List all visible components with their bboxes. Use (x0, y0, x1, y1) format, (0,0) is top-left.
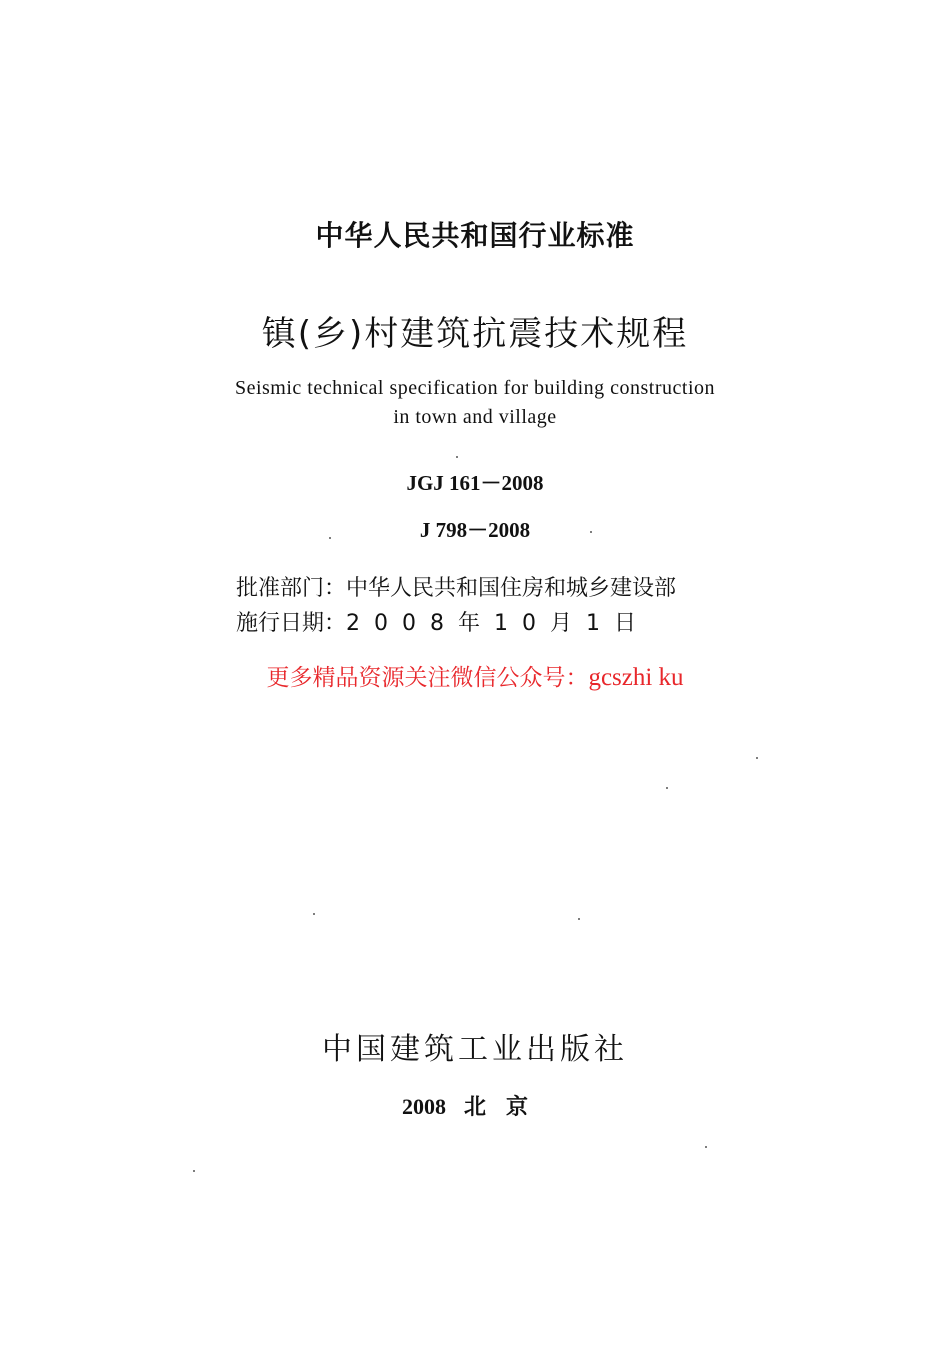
document-title-english-line2: in town and village (393, 406, 557, 428)
scan-speck (456, 456, 458, 458)
scan-speck (329, 537, 331, 539)
scan-speck (666, 787, 668, 789)
effective-label: 施行日期： (236, 611, 347, 636)
standard-type-heading: 中华人民共和国行业标准 (315, 219, 635, 252)
scan-speck (578, 918, 580, 920)
effective-date-row (236, 606, 650, 637)
publication-year-city (0, 1090, 950, 1121)
publication-city: 北京 (463, 1095, 548, 1120)
publisher-name: 中国建筑工业出版社 (322, 1032, 628, 1067)
document-title-english-line1: Seismic technical specification for building construction (234, 377, 716, 399)
promo-text: 更多精品资源关注微信公众号： (266, 665, 589, 691)
approval-department-row (236, 571, 676, 602)
promo-handle: gcszhi ku (588, 664, 684, 691)
standard-code-j: J 798－2008 (419, 518, 531, 542)
approval-value: 中华人民共和国住房和城乡建设部 (346, 576, 677, 601)
scan-speck (313, 913, 315, 915)
scan-speck (705, 1146, 707, 1148)
scan-speck (756, 757, 758, 759)
document-title-chinese: 镇(乡)村建筑抗震技术规程 (261, 314, 689, 354)
standard-code-jgj: JGJ 161－2008 (406, 471, 544, 495)
scan-speck (590, 531, 592, 533)
promo-notice (0, 659, 950, 692)
scan-speck (193, 1170, 195, 1172)
publication-year: 2008 (401, 1094, 446, 1119)
approval-label: 批准部门： (236, 576, 347, 601)
effective-date-value: 2008年10月1日 (346, 611, 650, 636)
